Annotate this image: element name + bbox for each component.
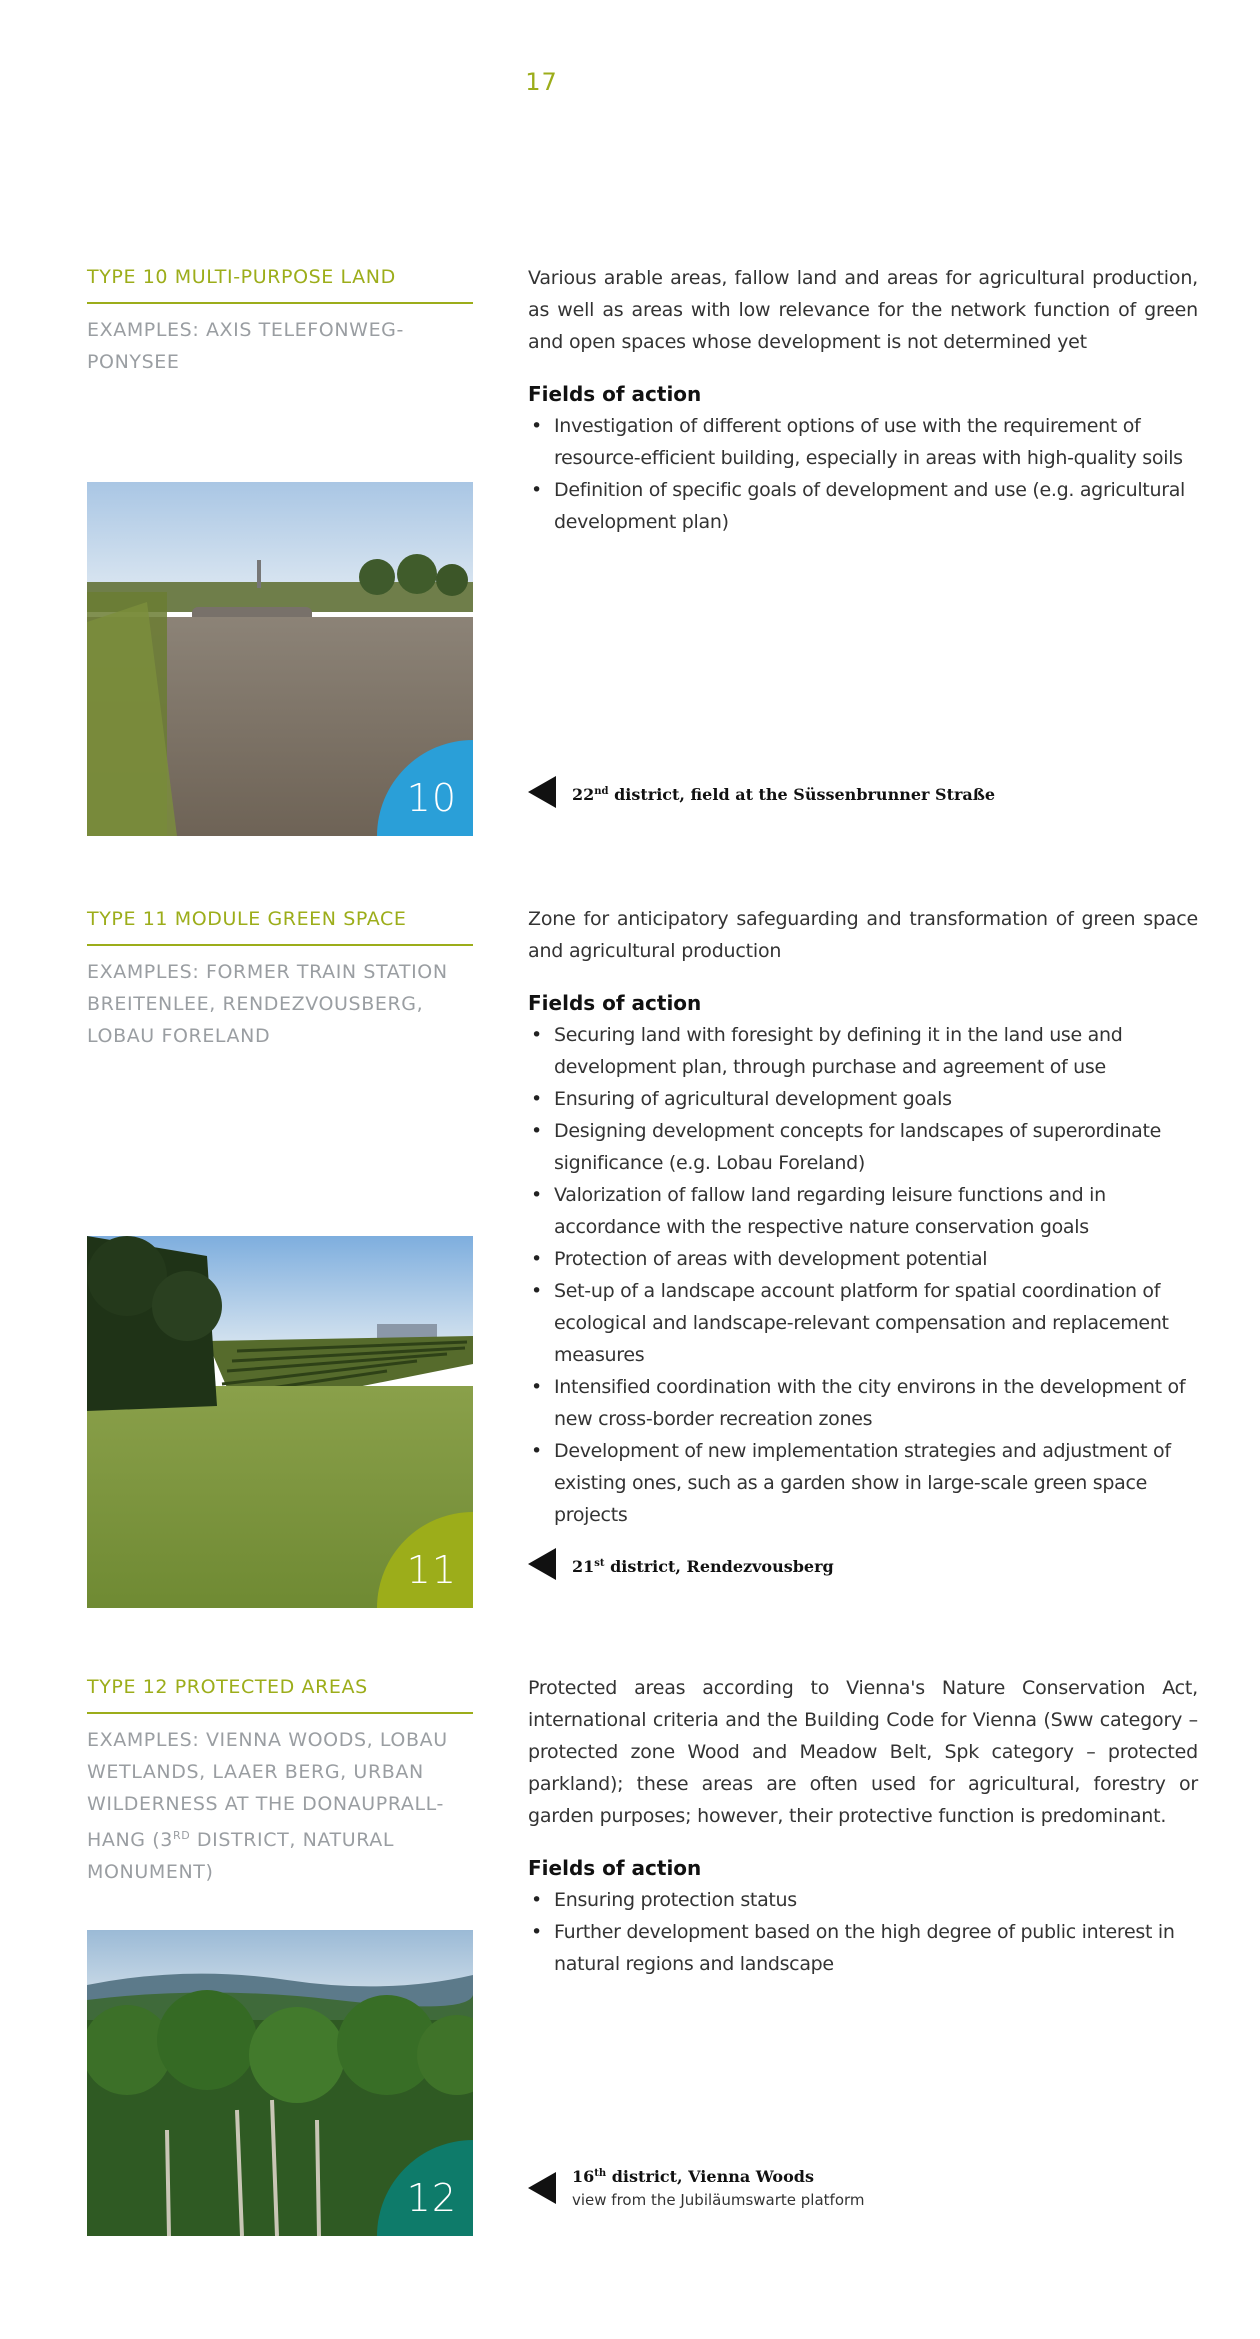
caption-num: 16 <box>572 2167 595 2186</box>
list-item: • Investigation of different options of use with the requirement of resource-efficient building, especially in areas with high-quality soils <box>528 410 1198 474</box>
type-number-badge: 11 <box>377 1512 473 1608</box>
type-10-content <box>528 262 1198 538</box>
type-title: TYPE 10 MULTI-PURPOSE LAND <box>87 264 473 304</box>
action-list <box>528 1884 1198 1980</box>
fields-of-action-heading: Fields of action <box>528 991 702 1015</box>
caption-sup: nd <box>594 786 609 797</box>
photo-caption <box>528 776 995 808</box>
examples-post: DISTRICT, NATURAL MONUMENT) <box>87 1829 395 1883</box>
list-item: • Set-up of a landscape account platform for spatial coordination of ecological and landscape-relevant compensation and replacement measures <box>528 1275 1198 1371</box>
page-number: 17 <box>525 68 558 96</box>
photo-field-suessenbrunner <box>87 482 473 836</box>
type-10-header <box>87 264 473 378</box>
list-item: • Securing land with foresight by defining it in the land use and development plan, through purchase and agreement of use <box>528 1019 1198 1083</box>
type-description: Zone for anticipatory safeguarding and transformation of green space and agricultural production <box>528 908 1198 962</box>
list-item: • Further development based on the high degree of public interest in natural regions and landscape <box>528 1916 1198 1980</box>
list-item: • Protection of areas with development potential <box>528 1243 1198 1275</box>
type-11-header <box>87 906 473 1052</box>
caption-text: district, Rendezvousberg <box>604 1557 834 1576</box>
examples-text: EXAMPLES: AXIS TELEFONWEG-PONYSEE <box>87 319 404 373</box>
action-list <box>528 410 1198 538</box>
caption-sup: st <box>594 1558 605 1569</box>
caption-text: district, field at the Süssenbrunner Straße <box>608 785 996 804</box>
examples-text: EXAMPLES: FORMER TRAIN STATION BREITENLEE, RENDEZVOUSBERG, LOBAU FORELAND <box>87 961 448 1047</box>
action-list <box>528 1019 1198 1531</box>
type-number-badge: 10 <box>377 740 473 836</box>
type-description: Protected areas according to Vienna's Nature Conservation Act, international criteria and the Building Code for Vienna (Sww category – protected zone Wood and Meadow Belt, Spk category – protected parkland); these areas are often used for agricultural, forestry or garden purposes; however, their protective function is predominant. <box>528 1677 1198 1827</box>
examples-sup: RD <box>172 1829 191 1842</box>
examples-pre: EXAMPLES: VIENNA WOODS, LOBAU WETLANDS, LAAER BERG, URBAN WILDERNESS AT THE DONAUPRALL-HANG (3 <box>87 1729 448 1851</box>
photo-rendezvousberg <box>87 1236 473 1608</box>
caption-num: 21 <box>572 1557 595 1576</box>
list-item: • Ensuring protection status <box>528 1884 1198 1916</box>
arrow-left-icon <box>528 1548 556 1580</box>
arrow-left-icon <box>528 776 556 808</box>
type-number-badge: 12 <box>377 2140 473 2236</box>
caption-sup: th <box>594 2168 607 2179</box>
list-item: • Ensuring of agricultural development goals <box>528 1083 1198 1115</box>
list-item: • Designing development concepts for landscapes of superordinate significance (e.g. Lobau Foreland) <box>528 1115 1198 1179</box>
photo-caption <box>528 2162 865 2211</box>
type-description: Various arable areas, fallow land and areas for agricultural production, as well as areas with low relevance for the network function of green and open spaces whose development is not determined yet <box>528 267 1198 353</box>
examples-text <box>87 1724 473 1888</box>
type-title: TYPE 11 MODULE GREEN SPACE <box>87 906 473 946</box>
list-item: • Valorization of fallow land regarding leisure functions and in accordance with the respective nature conservation goals <box>528 1179 1198 1243</box>
photo-caption <box>528 1548 834 1580</box>
type-12-content <box>528 1672 1198 1980</box>
fields-of-action-heading: Fields of action <box>528 382 702 406</box>
arrow-left-icon <box>528 2172 556 2204</box>
list-item: • Intensified coordination with the city environs in the development of new cross-border recreation zones <box>528 1371 1198 1435</box>
caption-subtext: view from the Jubiläumswarte platform <box>572 2191 865 2209</box>
type-11-content <box>528 903 1198 1531</box>
caption-text: district, Vienna Woods <box>606 2167 814 2186</box>
type-title: TYPE 12 PROTECTED AREAS <box>87 1674 473 1714</box>
caption-num: 22 <box>572 785 595 804</box>
photo-vienna-woods <box>87 1930 473 2236</box>
list-item: • Development of new implementation strategies and adjustment of existing ones, such as a garden show in large-scale green space projects <box>528 1435 1198 1531</box>
type-12-header <box>87 1674 473 1888</box>
fields-of-action-heading: Fields of action <box>528 1856 702 1880</box>
list-item: • Definition of specific goals of development and use (e.g. agricultural development plan) <box>528 474 1198 538</box>
